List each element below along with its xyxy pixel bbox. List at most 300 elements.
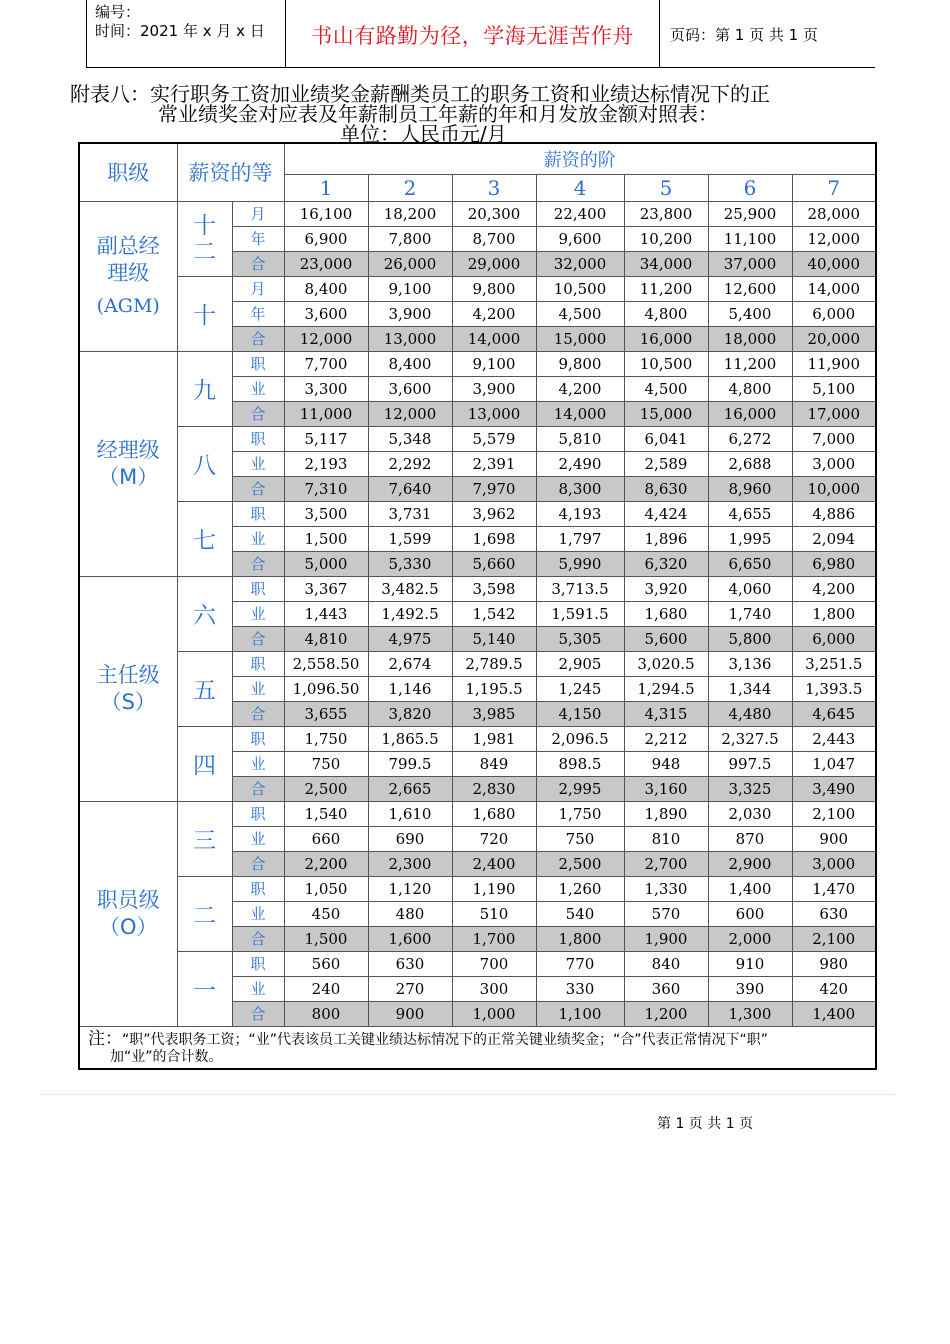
amount-cell: 3,655 [284, 701, 368, 726]
amount-cell: 2,558.50 [284, 651, 368, 676]
amount-cell: 40,000 [792, 251, 876, 276]
row-label: 合 [232, 851, 284, 876]
table-row [79, 426, 876, 451]
amount-cell: 770 [536, 951, 624, 976]
amount-cell: 3,600 [368, 376, 452, 401]
amount-cell: 6,980 [792, 551, 876, 576]
header-info-cell [87, 0, 286, 67]
amount-cell: 1,294.5 [624, 676, 708, 701]
amount-cell: 1,120 [368, 876, 452, 901]
table-note-row [79, 1026, 876, 1069]
document-header [86, 0, 875, 68]
amount-cell: 2,665 [368, 776, 452, 801]
note-text: “职”代表职务工资；“业”代表该员工关键业绩达标情况下的正常关键业绩奖金；“合”代表正常情况下“职” [122, 1031, 769, 1048]
amount-cell: 2,443 [792, 726, 876, 751]
amount-cell: 4,800 [624, 301, 708, 326]
amount-cell: 1,245 [536, 676, 624, 701]
amount-cell: 1,797 [536, 526, 624, 551]
grade-cell: 三 [177, 801, 232, 876]
grade-cell: 四 [177, 726, 232, 801]
amount-cell: 9,800 [536, 351, 624, 376]
header-page-cell [660, 0, 875, 67]
amount-cell: 3,136 [708, 651, 792, 676]
amount-cell: 1,750 [536, 801, 624, 826]
amount-cell: 630 [368, 951, 452, 976]
amount-cell: 5,660 [452, 551, 536, 576]
grade-cell: 一 [177, 951, 232, 1026]
table-row [79, 801, 876, 826]
level-name: 职员级 [96, 887, 160, 912]
table-row [79, 276, 876, 301]
amount-cell: 2,200 [284, 851, 368, 876]
amount-cell: 1,470 [792, 876, 876, 901]
table-row [79, 351, 876, 376]
amount-cell: 1,750 [284, 726, 368, 751]
step-number: 1 [284, 174, 368, 201]
amount-cell: 4,315 [624, 701, 708, 726]
amount-cell: 2,674 [368, 651, 452, 676]
amount-cell: 9,600 [536, 226, 624, 251]
amount-cell: 5,000 [284, 551, 368, 576]
amount-cell: 3,820 [368, 701, 452, 726]
amount-cell: 9,100 [368, 276, 452, 301]
amount-cell: 13,000 [368, 326, 452, 351]
table-header-row [79, 143, 876, 174]
amount-cell: 600 [708, 901, 792, 926]
amount-cell: 2,830 [452, 776, 536, 801]
amount-cell: 4,193 [536, 501, 624, 526]
row-label: 职 [232, 951, 284, 976]
level-code: (AGM) [96, 294, 160, 317]
amount-cell: 1,900 [624, 926, 708, 951]
table-row [79, 501, 876, 526]
amount-cell: 4,200 [536, 376, 624, 401]
amount-cell: 13,000 [452, 401, 536, 426]
amount-cell: 360 [624, 976, 708, 1001]
row-label: 业 [232, 751, 284, 776]
amount-cell: 32,000 [536, 251, 624, 276]
row-label: 业 [232, 451, 284, 476]
amount-cell: 980 [792, 951, 876, 976]
amount-cell: 3,300 [284, 376, 368, 401]
row-label: 合 [232, 551, 284, 576]
amount-cell: 2,212 [624, 726, 708, 751]
amount-cell: 1,047 [792, 751, 876, 776]
amount-cell: 8,630 [624, 476, 708, 501]
level-name: （S） [100, 689, 156, 714]
amount-cell: 7,310 [284, 476, 368, 501]
row-label: 业 [232, 376, 284, 401]
amount-cell: 5,305 [536, 626, 624, 651]
amount-cell: 5,579 [452, 426, 536, 451]
amount-cell: 2,327.5 [708, 726, 792, 751]
amount-cell: 2,490 [536, 451, 624, 476]
row-label: 业 [232, 676, 284, 701]
amount-cell: 1,740 [708, 601, 792, 626]
amount-cell: 23,000 [284, 251, 368, 276]
amount-cell: 28,000 [792, 201, 876, 226]
row-label: 合 [232, 701, 284, 726]
amount-cell: 12,000 [284, 326, 368, 351]
row-label: 业 [232, 601, 284, 626]
amount-cell: 2,000 [708, 926, 792, 951]
amount-cell: 5,400 [708, 301, 792, 326]
amount-cell: 7,000 [792, 426, 876, 451]
amount-cell: 480 [368, 901, 452, 926]
amount-cell: 16,100 [284, 201, 368, 226]
amount-cell: 23,800 [624, 201, 708, 226]
amount-cell: 10,500 [536, 276, 624, 301]
amount-cell: 22,400 [536, 201, 624, 226]
amount-cell: 3,482.5 [368, 576, 452, 601]
amount-cell: 6,900 [284, 226, 368, 251]
amount-cell: 8,400 [284, 276, 368, 301]
amount-cell: 7,640 [368, 476, 452, 501]
row-label: 合 [232, 326, 284, 351]
amount-cell: 510 [452, 901, 536, 926]
amount-cell: 270 [368, 976, 452, 1001]
amount-cell: 1,599 [368, 526, 452, 551]
level-cell [79, 351, 177, 576]
row-label: 业 [232, 901, 284, 926]
amount-cell: 3,325 [708, 776, 792, 801]
amount-cell: 9,100 [452, 351, 536, 376]
level-cell [79, 576, 177, 801]
row-label: 职 [232, 726, 284, 751]
amount-cell: 17,000 [792, 401, 876, 426]
amount-cell: 4,424 [624, 501, 708, 526]
amount-cell: 1,610 [368, 801, 452, 826]
row-label: 业 [232, 826, 284, 851]
header-page-number: 页码：第 1 页 共 1 页 [670, 26, 818, 44]
amount-cell: 948 [624, 751, 708, 776]
amount-cell: 3,900 [368, 301, 452, 326]
amount-cell: 1,680 [452, 801, 536, 826]
amount-cell: 1,096.50 [284, 676, 368, 701]
amount-cell: 1,542 [452, 601, 536, 626]
amount-cell: 898.5 [536, 751, 624, 776]
amount-cell: 1,981 [452, 726, 536, 751]
amount-cell: 700 [452, 951, 536, 976]
table-row [79, 651, 876, 676]
amount-cell: 5,140 [452, 626, 536, 651]
amount-cell: 1,698 [452, 526, 536, 551]
amount-cell: 1,591.5 [536, 601, 624, 626]
amount-cell: 18,000 [708, 326, 792, 351]
amount-cell: 1,300 [708, 1001, 792, 1026]
amount-cell: 3,985 [452, 701, 536, 726]
level-cell [79, 201, 177, 351]
header-step: 薪资的阶 [284, 143, 876, 174]
step-number: 7 [792, 174, 876, 201]
level-name: 主任级 [96, 662, 160, 687]
amount-cell: 330 [536, 976, 624, 1001]
amount-cell: 20,000 [792, 326, 876, 351]
amount-cell: 2,700 [624, 851, 708, 876]
amount-cell: 7,700 [284, 351, 368, 376]
amount-cell: 10,000 [792, 476, 876, 501]
amount-cell: 560 [284, 951, 368, 976]
amount-cell: 3,490 [792, 776, 876, 801]
amount-cell: 20,300 [452, 201, 536, 226]
amount-cell: 1,190 [452, 876, 536, 901]
row-label: 职 [232, 351, 284, 376]
level-name: 经理级 [96, 437, 160, 462]
amount-cell: 4,200 [452, 301, 536, 326]
amount-cell: 1,344 [708, 676, 792, 701]
amount-cell: 1,100 [536, 1001, 624, 1026]
amount-cell: 2,391 [452, 451, 536, 476]
amount-cell: 4,645 [792, 701, 876, 726]
step-number: 6 [708, 174, 792, 201]
amount-cell: 849 [452, 751, 536, 776]
amount-cell: 26,000 [368, 251, 452, 276]
footer-page-number: 第 1 页 共 1 页 [657, 1116, 754, 1132]
row-label: 合 [232, 1001, 284, 1026]
amount-cell: 6,650 [708, 551, 792, 576]
amount-cell: 1,050 [284, 876, 368, 901]
amount-cell: 3,500 [284, 501, 368, 526]
row-label: 合 [232, 476, 284, 501]
amount-cell: 1,680 [624, 601, 708, 626]
grade-label: 十 [193, 212, 216, 239]
amount-cell: 12,600 [708, 276, 792, 301]
level-name: （M） [98, 464, 159, 489]
row-label: 职 [232, 501, 284, 526]
title-line-1: 附表八：实行职务工资加业绩奖金薪酬类员工的职务工资和业绩达标情况下的正 [70, 82, 770, 106]
amount-cell: 15,000 [536, 326, 624, 351]
amount-cell: 910 [708, 951, 792, 976]
grade-cell: 五 [177, 651, 232, 726]
header-level: 职级 [79, 143, 177, 201]
row-label: 职 [232, 876, 284, 901]
table-note [79, 1026, 876, 1069]
amount-cell: 11,200 [708, 351, 792, 376]
amount-cell: 1,443 [284, 601, 368, 626]
amount-cell: 690 [368, 826, 452, 851]
amount-cell: 11,900 [792, 351, 876, 376]
amount-cell: 1,700 [452, 926, 536, 951]
row-label: 年 [232, 301, 284, 326]
amount-cell: 3,713.5 [536, 576, 624, 601]
amount-cell: 4,655 [708, 501, 792, 526]
amount-cell: 14,000 [792, 276, 876, 301]
amount-cell: 750 [284, 751, 368, 776]
amount-cell: 4,886 [792, 501, 876, 526]
table-row [79, 576, 876, 601]
amount-cell: 4,800 [708, 376, 792, 401]
amount-cell: 660 [284, 826, 368, 851]
amount-cell: 300 [452, 976, 536, 1001]
amount-cell: 6,041 [624, 426, 708, 451]
grade-cell: 六 [177, 576, 232, 651]
amount-cell: 5,600 [624, 626, 708, 651]
amount-cell: 6,272 [708, 426, 792, 451]
row-label: 业 [232, 526, 284, 551]
amount-cell: 4,150 [536, 701, 624, 726]
amount-cell: 240 [284, 976, 368, 1001]
amount-cell: 5,330 [368, 551, 452, 576]
amount-cell: 570 [624, 901, 708, 926]
amount-cell: 6,000 [792, 301, 876, 326]
amount-cell: 1,500 [284, 926, 368, 951]
grade-cell: 八 [177, 426, 232, 501]
row-label: 月 [232, 201, 284, 226]
amount-cell: 750 [536, 826, 624, 851]
amount-cell: 1,400 [792, 1001, 876, 1026]
amount-cell: 1,890 [624, 801, 708, 826]
header-grade: 薪资的等 [177, 143, 284, 201]
amount-cell: 6,000 [792, 626, 876, 651]
amount-cell: 3,160 [624, 776, 708, 801]
amount-cell: 3,020.5 [624, 651, 708, 676]
amount-cell: 720 [452, 826, 536, 851]
amount-cell: 5,810 [536, 426, 624, 451]
grade-cell: 二 [177, 876, 232, 951]
row-label: 职 [232, 576, 284, 601]
amount-cell: 3,920 [624, 576, 708, 601]
amount-cell: 7,970 [452, 476, 536, 501]
amount-cell: 1,492.5 [368, 601, 452, 626]
amount-cell: 25,900 [708, 201, 792, 226]
amount-cell: 5,117 [284, 426, 368, 451]
amount-cell: 8,400 [368, 351, 452, 376]
footer-divider [40, 1094, 895, 1095]
title-line-2: 常业绩奖金对应表及年薪制员工年薪的年和月发放金额对照表： [158, 102, 718, 126]
amount-cell: 2,589 [624, 451, 708, 476]
amount-cell: 1,540 [284, 801, 368, 826]
amount-cell: 2,300 [368, 851, 452, 876]
amount-cell: 1,200 [624, 1001, 708, 1026]
note-line [88, 1028, 865, 1049]
amount-cell: 810 [624, 826, 708, 851]
row-label: 合 [232, 626, 284, 651]
doc-number: 编号： [95, 3, 141, 21]
table-row [79, 876, 876, 901]
table-row [79, 951, 876, 976]
grade-cell: 七 [177, 501, 232, 576]
amount-cell: 2,995 [536, 776, 624, 801]
amount-cell: 29,000 [452, 251, 536, 276]
amount-cell: 2,100 [792, 801, 876, 826]
amount-cell: 8,300 [536, 476, 624, 501]
grade-cell [177, 201, 232, 276]
amount-cell: 1,865.5 [368, 726, 452, 751]
title-unit: 单位：人民币元/月 [340, 122, 507, 146]
row-label: 合 [232, 776, 284, 801]
amount-cell: 7,800 [368, 226, 452, 251]
step-number: 5 [624, 174, 708, 201]
grade-cell: 九 [177, 351, 232, 426]
row-label: 合 [232, 926, 284, 951]
amount-cell: 2,193 [284, 451, 368, 476]
amount-cell: 900 [368, 1001, 452, 1026]
amount-cell: 1,393.5 [792, 676, 876, 701]
amount-cell: 2,500 [536, 851, 624, 876]
amount-cell: 2,292 [368, 451, 452, 476]
row-label: 合 [232, 401, 284, 426]
amount-cell: 1,146 [368, 676, 452, 701]
row-label: 合 [232, 251, 284, 276]
amount-cell: 1,330 [624, 876, 708, 901]
amount-cell: 16,000 [708, 401, 792, 426]
amount-cell: 1,195.5 [452, 676, 536, 701]
page-title [70, 84, 810, 144]
amount-cell: 2,096.5 [536, 726, 624, 751]
table-row [79, 726, 876, 751]
row-label: 年 [232, 226, 284, 251]
amount-cell: 450 [284, 901, 368, 926]
amount-cell: 1,800 [536, 926, 624, 951]
amount-cell: 3,962 [452, 501, 536, 526]
row-label: 月 [232, 276, 284, 301]
amount-cell: 2,789.5 [452, 651, 536, 676]
amount-cell: 37,000 [708, 251, 792, 276]
amount-cell: 2,688 [708, 451, 792, 476]
amount-cell: 8,700 [452, 226, 536, 251]
level-name: 理级 [107, 260, 150, 285]
amount-cell: 11,000 [284, 401, 368, 426]
amount-cell: 540 [536, 901, 624, 926]
table-row [79, 201, 876, 226]
amount-cell: 3,251.5 [792, 651, 876, 676]
salary-table [78, 142, 877, 1070]
level-name: 副总经 [96, 233, 160, 258]
note-lead: 注： [88, 1028, 122, 1049]
level-name: （O） [98, 914, 158, 939]
amount-cell: 18,200 [368, 201, 452, 226]
amount-cell: 3,000 [792, 851, 876, 876]
step-number: 3 [452, 174, 536, 201]
amount-cell: 900 [792, 826, 876, 851]
amount-cell: 10,200 [624, 226, 708, 251]
amount-cell: 800 [284, 1001, 368, 1026]
amount-cell: 4,200 [792, 576, 876, 601]
amount-cell: 5,800 [708, 626, 792, 651]
amount-cell: 11,100 [708, 226, 792, 251]
amount-cell: 840 [624, 951, 708, 976]
amount-cell: 4,060 [708, 576, 792, 601]
motto: 书山有路勤为径，学海无涯苦作舟 [311, 24, 634, 48]
amount-cell: 1,995 [708, 526, 792, 551]
amount-cell: 630 [792, 901, 876, 926]
step-number: 4 [536, 174, 624, 201]
amount-cell: 5,990 [536, 551, 624, 576]
amount-cell: 1,896 [624, 526, 708, 551]
amount-cell: 4,500 [624, 376, 708, 401]
amount-cell: 11,200 [624, 276, 708, 301]
amount-cell: 4,810 [284, 626, 368, 651]
amount-cell: 12,000 [792, 226, 876, 251]
amount-cell: 420 [792, 976, 876, 1001]
amount-cell: 2,900 [708, 851, 792, 876]
amount-cell: 997.5 [708, 751, 792, 776]
amount-cell: 3,367 [284, 576, 368, 601]
note-line: 加“业”的合计数。 [110, 1048, 223, 1065]
step-number: 2 [368, 174, 452, 201]
amount-cell: 3,000 [792, 451, 876, 476]
amount-cell: 2,400 [452, 851, 536, 876]
row-label: 职 [232, 801, 284, 826]
amount-cell: 12,000 [368, 401, 452, 426]
amount-cell: 1,260 [536, 876, 624, 901]
amount-cell: 8,960 [708, 476, 792, 501]
amount-cell: 1,500 [284, 526, 368, 551]
amount-cell: 2,100 [792, 926, 876, 951]
amount-cell: 6,320 [624, 551, 708, 576]
amount-cell: 4,975 [368, 626, 452, 651]
amount-cell: 5,348 [368, 426, 452, 451]
